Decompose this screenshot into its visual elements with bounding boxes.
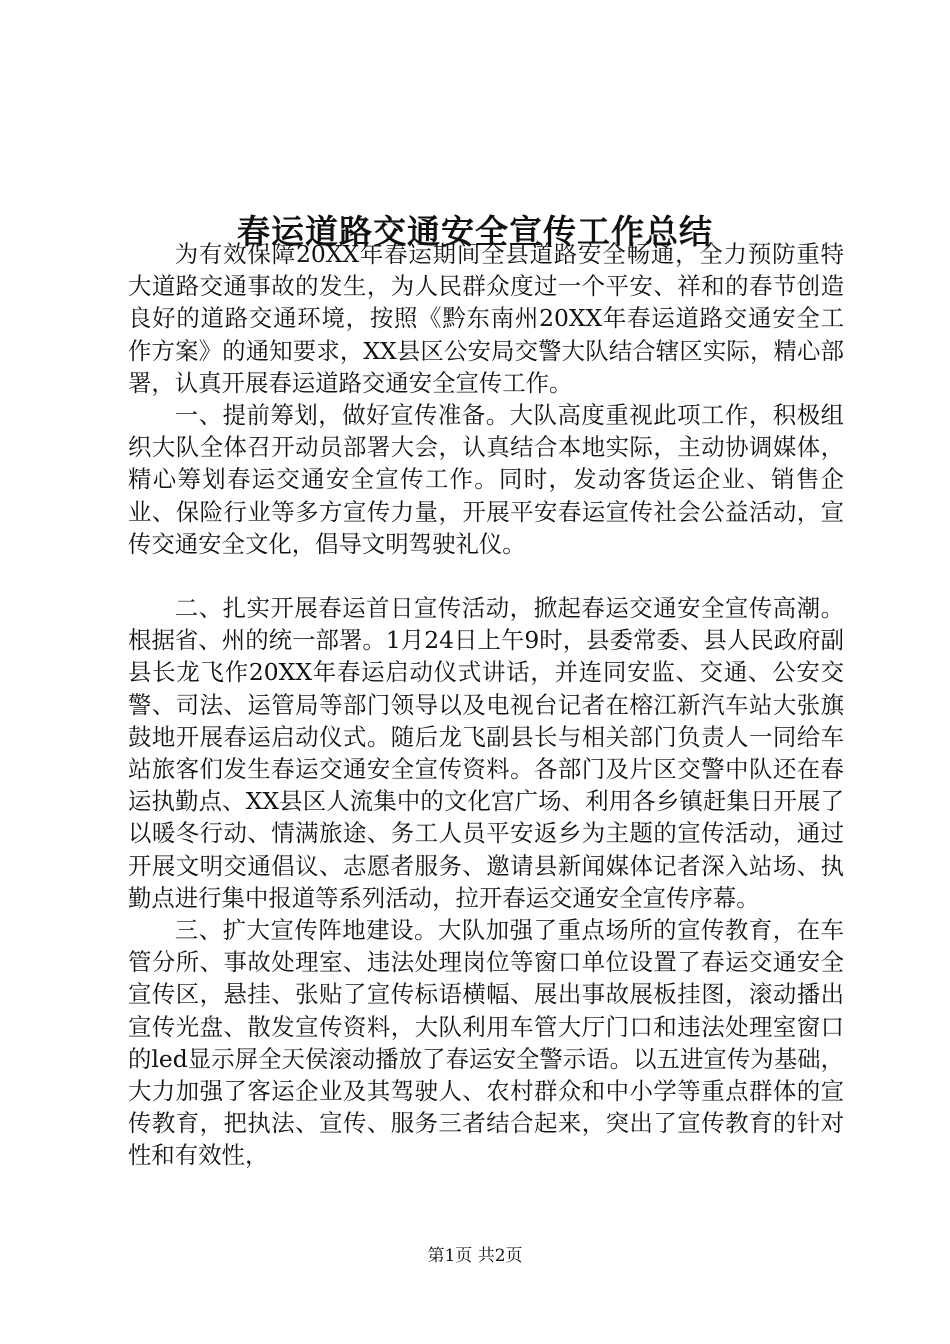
document-body	[128, 238, 844, 1172]
section-2-paragraph: 二、扎实开展春运首日宣传活动，掀起春运交通安全宣传高潮。根据省、州的统一部署。1月24日上午9时，县委常委、县人民政府副县长龙飞作20XX年春运启动仪式讲话，并连同安监、交通、公安交警、司法、运管局等部门领导以及电视台记者在榕江新汽车站大张旗鼓地开展春运启动仪式。随后龙飞副县长与相关部门负责人一同给车站旅客们发生春运交通安全宣传资料。各部门及片区交警中队还在春运执勤点、XX县区人流集中的文化宫广场、利用各乡镇赶集日开展了以暖冬行动、情满旅途、务工人员平安返乡为主题的宣传活动，通过开展文明交通倡议、志愿者服务、邀请县新闻媒体记者深入站场、执勤点进行集中报道等系列活动，拉开春运交通安全宣传序幕。	[128, 594, 844, 912]
page-number-footer: 第1页 共2页	[427, 1246, 523, 1266]
intro-paragraph: 为有效保障20XX年春运期间全县道路安全畅通，全力预防重特大道路交通事故的发生，为人民群众度过一个平安、祥和的春节创造良好的道路交通环境，按照《黔东南州20XX年春运道路交通安全工作方案》的通知要求，XX县区公安局交警大队结合辖区实际，精心部署，认真开展春运道路交通安全宣传工作。	[128, 240, 844, 397]
section-1-paragraph: 一、提前筹划，做好宣传准备。大队高度重视此项工作，积极组织大队全体召开动员部署大会，认真结合本地实际，主动协调媒体，精心筹划春运交通安全宣传工作。同时，发动客货运企业、销售企业、保险行业等多方宣传力量，开展平安春运宣传社会公益活动，宣传交通安全文化，倡导文明驾驶礼仪。	[128, 401, 844, 558]
document-title: 春运道路交通安全宣传工作总结	[237, 212, 713, 252]
section-3-paragraph: 三、扩大宣传阵地建设。大队加强了重点场所的宣传教育，在车管分所、事故处理室、违法处理岗位等窗口单位设置了春运交通安全宣传区，悬挂、张贴了宣传标语横幅、展出事故展板挂图，滚动播出宣传光盘、散发宣传资料，大队利用车管大厅门口和违法处理室窗口的led显示屏全天侯滚动播放了春运安全警示语。以五进宣传为基础，大力加强了客运企业及其驾驶人、农村群众和中小学等重点群体的宣传教育，把执法、宣传、服务三者结合起来，突出了宣传教育的针对性和有效性，	[128, 916, 844, 1170]
